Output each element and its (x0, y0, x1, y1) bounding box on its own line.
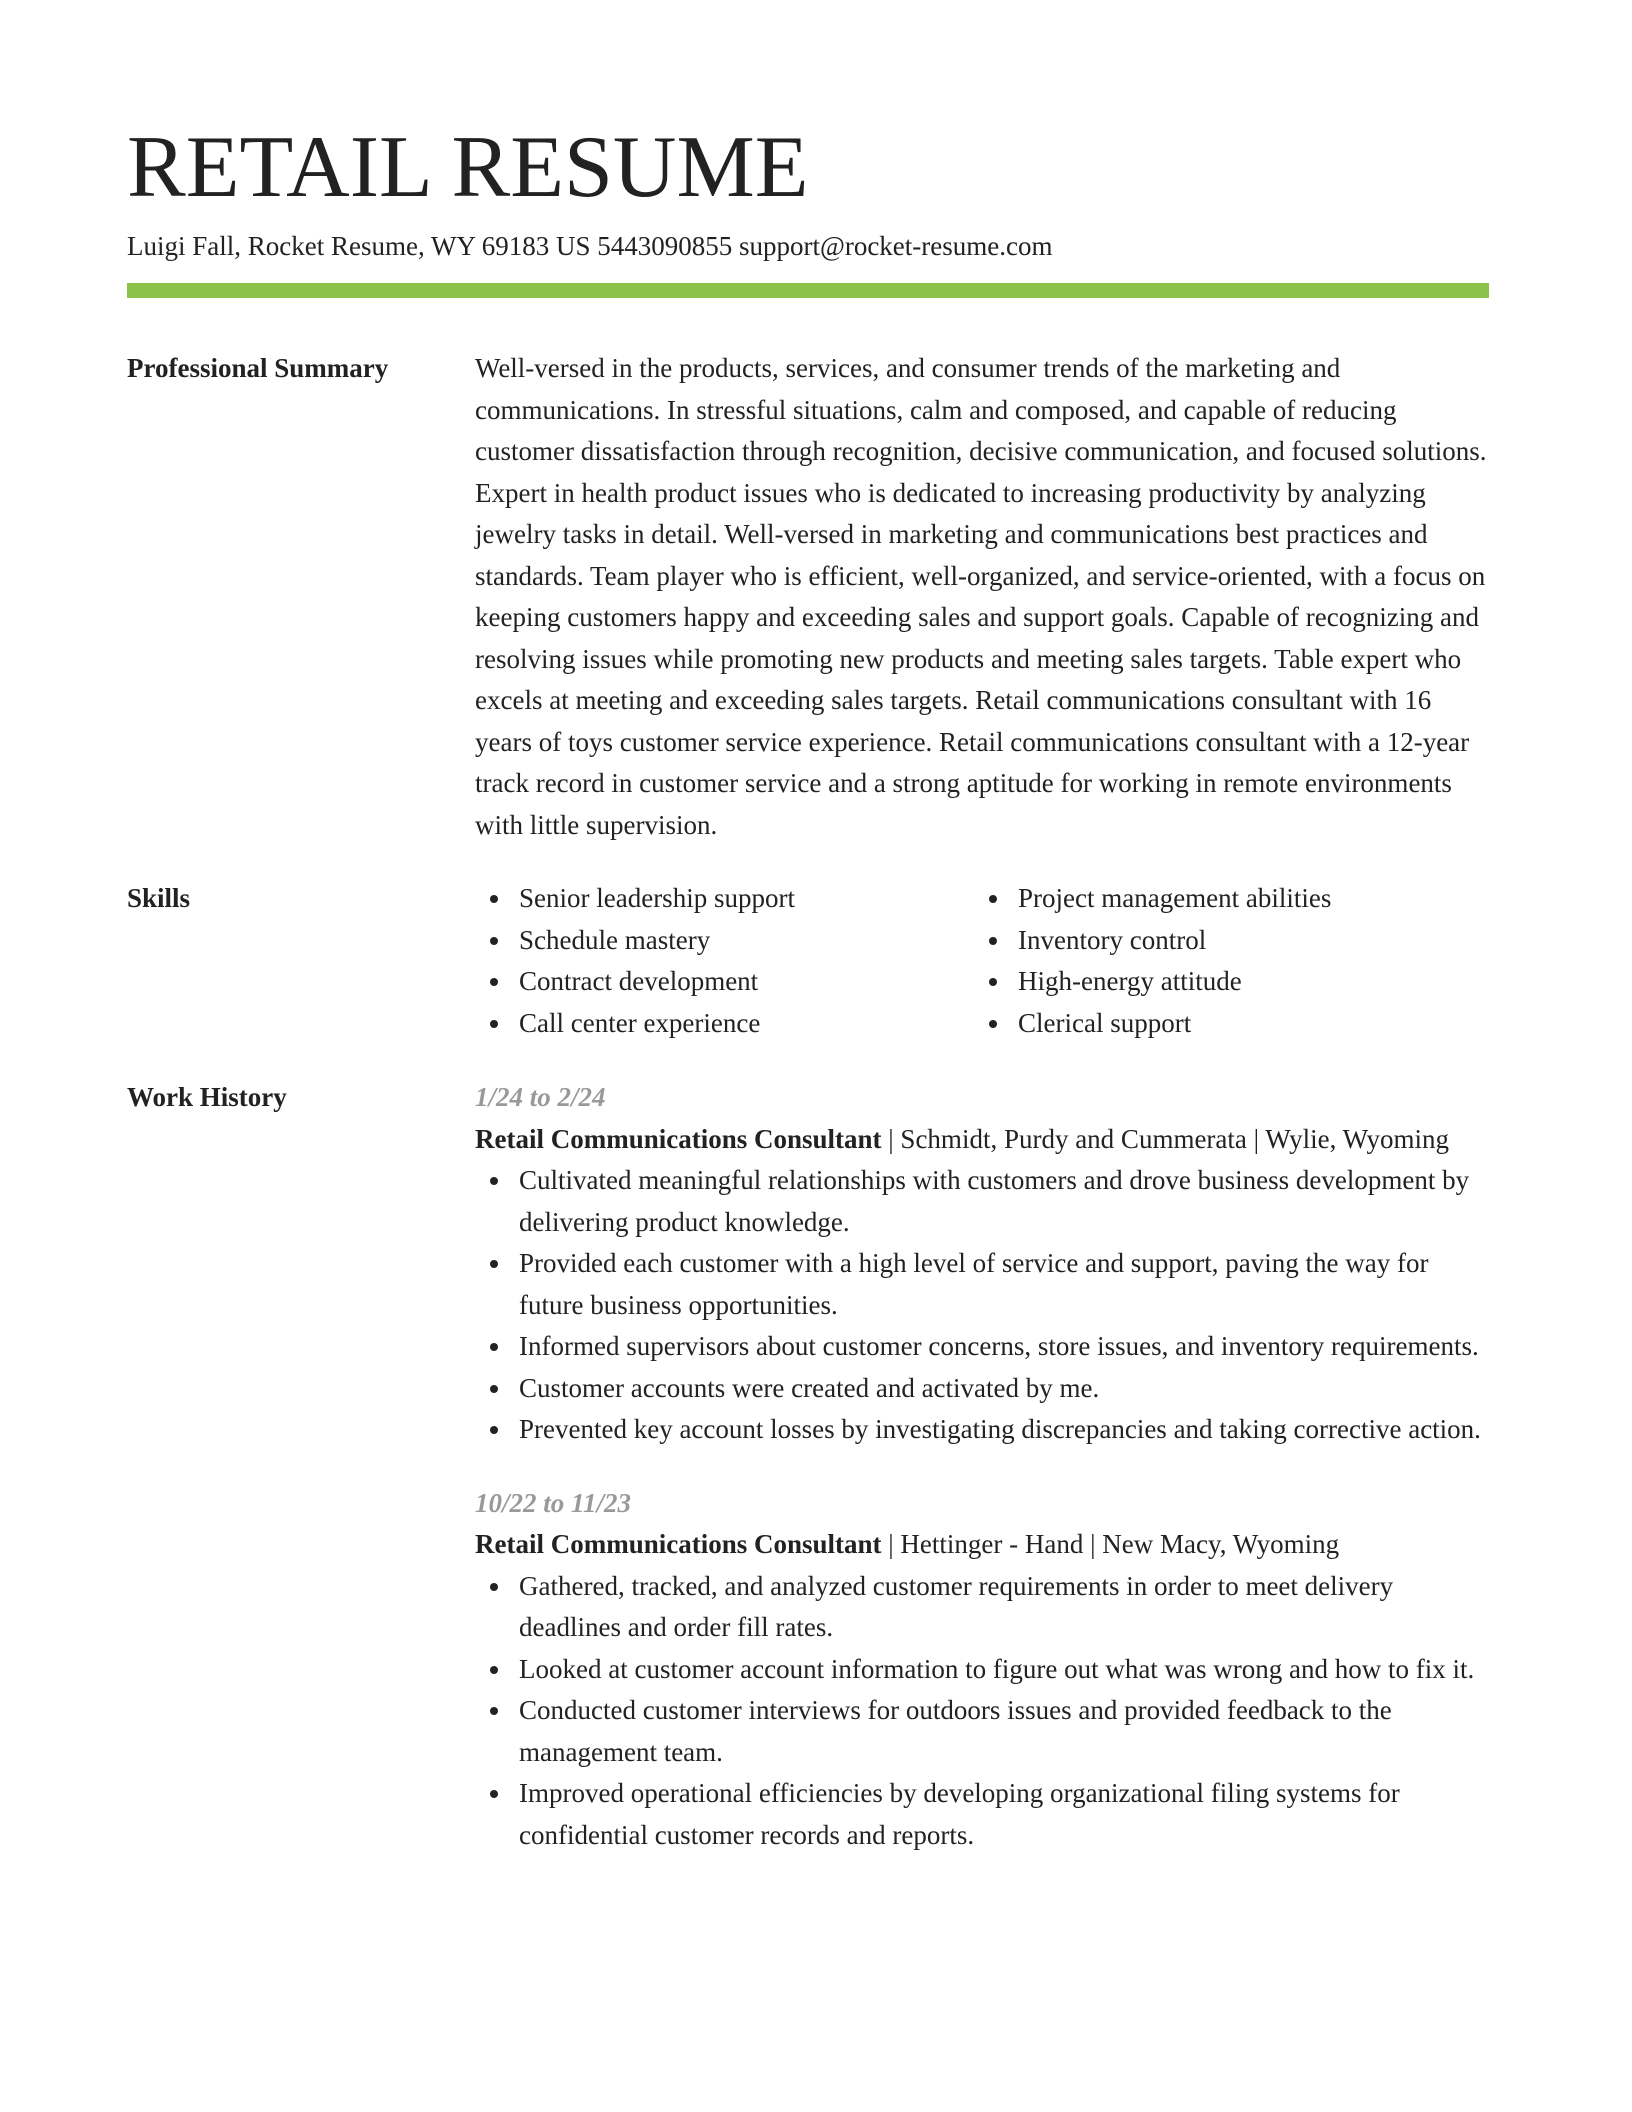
job-title-line (475, 1524, 1489, 1566)
work-history-body (475, 1077, 1489, 1856)
section-label-skills: Skills (127, 883, 191, 913)
skill-item: Schedule mastery (475, 920, 974, 962)
skill-item: Project management abilities (974, 878, 1473, 920)
job-entry (475, 1483, 1489, 1857)
job-duties-list (475, 1160, 1489, 1451)
job-duty: Provided each customer with a high level of service and support, paving the way for future business opportunities. (475, 1243, 1489, 1326)
job-title: Retail Communications Consultant (475, 1529, 882, 1559)
skills-column-right (974, 878, 1473, 1044)
job-employer-location: | Hettinger - Hand | New Macy, Wyoming (881, 1529, 1340, 1559)
skills-column-left (475, 878, 974, 1044)
skill-item: Call center experience (475, 1003, 974, 1045)
skill-item: High-energy attitude (974, 961, 1473, 1003)
resume-title: RETAIL RESUME (127, 119, 809, 216)
job-duty: Looked at customer account information to figure out what was wrong and how to fix it. (475, 1649, 1489, 1691)
job-duty: Prevented key account losses by investigating discrepancies and taking corrective action. (475, 1409, 1489, 1451)
job-duty: Improved operational efficiencies by developing organizational filing systems for confidential customer records and reports. (475, 1773, 1489, 1856)
job-duty: Cultivated meaningful relationships with customers and drove business development by delivering product knowledge. (475, 1160, 1489, 1243)
job-duty: Gathered, tracked, and analyzed customer requirements in order to meet delivery deadlines and order fill rates. (475, 1566, 1489, 1649)
job-title-line (475, 1119, 1489, 1161)
summary-text: Well-versed in the products, services, and consumer trends of the marketing and communications. In stressful situations, calm and composed, and capable of reducing customer dissatisfaction through recognition, decisive communication, and focused solutions. Expert in health product issues who is dedicated to increasing productivity by analyzing jewelry tasks in detail. Well-versed in marketing and communications best practices and standards. Team player who is efficient, well-organized, and service-oriented, with a focus on keeping customers happy and exceeding sales and support goals. Capable of recognizing and resolving issues while promoting new products and meeting sales targets. Table expert who excels at meeting and exceeding sales targets. Retail communications consultant with 16 years of toys customer service experience. Retail communications consultant with a 12-year track record in customer service and a strong aptitude for working in remote environments with little supervision. (475, 353, 1487, 840)
section-label-summary: Professional Summary (127, 353, 389, 383)
job-duties-list (475, 1566, 1489, 1857)
accent-divider (127, 283, 1489, 298)
job-duty: Conducted customer interviews for outdoors issues and provided feedback to the management team. (475, 1690, 1489, 1773)
job-title: Retail Communications Consultant (475, 1123, 882, 1154)
job-duty: Customer accounts were created and activated by me. (475, 1368, 1489, 1410)
summary-body (475, 348, 1489, 846)
job-entry (475, 1077, 1489, 1451)
skill-item: Clerical support (974, 1003, 1473, 1045)
skill-item: Contract development (475, 961, 974, 1003)
skill-item: Senior leadership support (475, 878, 974, 920)
skills-body (475, 878, 1489, 1044)
skill-item: Inventory control (974, 920, 1473, 962)
skills-grid (475, 878, 1489, 1044)
job-duty: Informed supervisors about customer concerns, store issues, and inventory requirements. (475, 1326, 1489, 1368)
section-label-work-history: Work History (127, 1082, 287, 1112)
contact-line: Luigi Fall, Rocket Resume, WY 69183 US 5443090855 support@rocket-resume.com (127, 231, 1053, 261)
job-dates: 1/24 to 2/24 (475, 1082, 606, 1112)
job-dates: 10/22 to 11/23 (475, 1487, 632, 1518)
job-employer-location: | Schmidt, Purdy and Cummerata | Wylie, Wyoming (881, 1123, 1450, 1154)
